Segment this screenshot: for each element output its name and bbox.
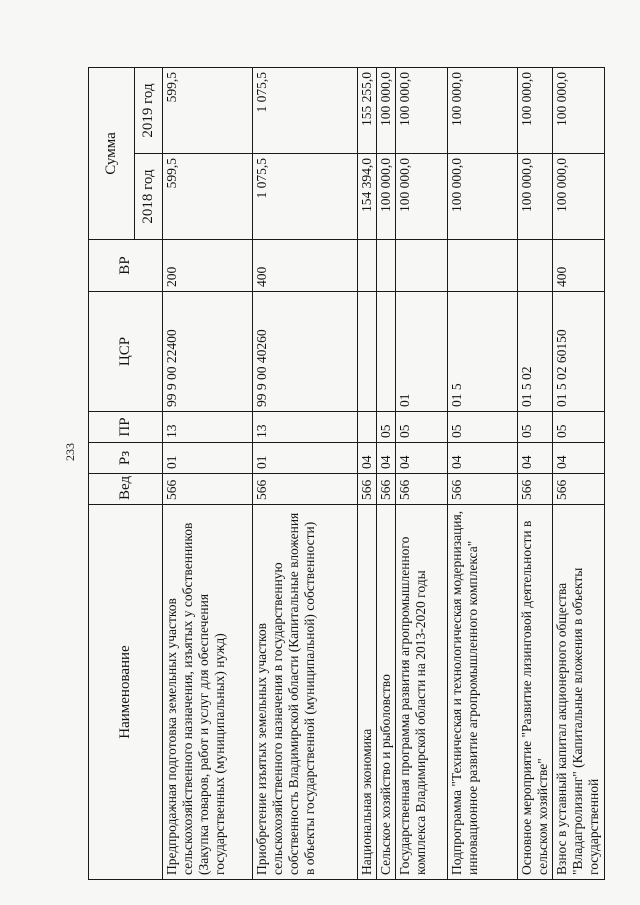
row-2019: 155 255,0 [358, 67, 377, 153]
row-rz: 04 [376, 443, 395, 474]
row-rz: 04 [517, 443, 552, 474]
row-2018: 599,5 [163, 154, 253, 240]
table-row [163, 67, 253, 879]
row-csr: 99 9 00 40260 [253, 292, 358, 412]
row-csr [358, 292, 377, 412]
row-name: Подпрограмма "Техническая и технологическая модернизация, инновационное развитие агропромышленного комплекса" [447, 505, 517, 880]
row-ved: 566 [447, 474, 517, 505]
row-csr: 99 9 00 22400 [163, 292, 253, 412]
row-2018: 100 000,0 [376, 154, 395, 240]
row-vr: 400 [253, 240, 358, 292]
row-2019: 100 000,0 [376, 67, 395, 153]
row-ved: 566 [376, 474, 395, 505]
row-2018: 100 000,0 [395, 154, 447, 240]
row-ved: 566 [395, 474, 447, 505]
row-2018: 100 000,0 [517, 154, 552, 240]
row-rz: 04 [358, 443, 377, 474]
row-csr: 01 5 02 60150 [552, 292, 604, 412]
row-2018: 100 000,0 [552, 154, 604, 240]
row-vr [358, 240, 377, 292]
row-pr: 05 [517, 412, 552, 443]
row-pr: 05 [447, 412, 517, 443]
row-rz: 01 [163, 443, 253, 474]
row-name: Взнос в уставный капитал акционерного общества "Владагролизинг" (Капитальные вложения в объекты государственной [552, 505, 604, 880]
rotated-table-container [88, 68, 601, 880]
row-pr: 13 [163, 412, 253, 443]
row-pr: 05 [376, 412, 395, 443]
row-rz: 04 [447, 443, 517, 474]
table-row [395, 67, 447, 879]
table-row [253, 67, 358, 879]
header-csr: ЦСР [89, 292, 163, 412]
row-vr [376, 240, 395, 292]
row-2019: 599,5 [163, 67, 253, 153]
header-rz: Рз [89, 443, 163, 474]
row-name: Предпродажная подготовка земельных участков сельскохозяйственного назначения, изъятых у собственников (Закупка товаров, работ и услуг для обеспечения государственных (муниципальных) нужд) [163, 505, 253, 880]
table-row [447, 67, 517, 879]
row-2018: 100 000,0 [447, 154, 517, 240]
table-row [517, 67, 552, 879]
row-rz: 01 [253, 443, 358, 474]
row-pr: 05 [552, 412, 604, 443]
row-pr [358, 412, 377, 443]
row-vr [447, 240, 517, 292]
row-ved: 566 [552, 474, 604, 505]
row-2018: 154 394,0 [358, 154, 377, 240]
row-2018: 1 075,5 [253, 154, 358, 240]
row-2019: 100 000,0 [517, 67, 552, 153]
table-row [552, 67, 604, 879]
row-name: Государственная программа развития агропромышленного комплекса Владимирской области на 2013-2020 годы [395, 505, 447, 880]
header-pr: ПР [89, 412, 163, 443]
row-2019: 100 000,0 [447, 67, 517, 153]
row-vr: 200 [163, 240, 253, 292]
row-csr: 01 5 02 [517, 292, 552, 412]
row-2019: 100 000,0 [552, 67, 604, 153]
header-2019: 2019 год [135, 67, 163, 153]
row-ved: 566 [253, 474, 358, 505]
row-2019: 1 075,5 [253, 67, 358, 153]
row-csr: 01 [395, 292, 447, 412]
row-pr: 13 [253, 412, 358, 443]
row-name: Основное мероприятие "Развитие лизинговой деятельности в сельском хозяйстве" [517, 505, 552, 880]
row-csr: 01 5 [447, 292, 517, 412]
header-2018: 2018 год [135, 154, 163, 240]
header-sum: Сумма [89, 67, 135, 239]
header-vr: ВР [89, 240, 163, 292]
row-vr [517, 240, 552, 292]
table-row [358, 67, 377, 879]
row-2019: 100 000,0 [395, 67, 447, 153]
row-vr: 400 [552, 240, 604, 292]
budget-table [88, 67, 605, 880]
row-name: Приобретение изъятых земельных участков сельскохозяйственного назначения в государственную собственность Владимирской области (Капитальные вложения в объекты государственной (муниципальной) собственности) [253, 505, 358, 880]
header-name: Наименование [89, 505, 163, 880]
row-ved: 566 [163, 474, 253, 505]
row-pr: 05 [395, 412, 447, 443]
row-csr [376, 292, 395, 412]
row-name: Сельское хозяйство и рыболовство [376, 505, 395, 880]
header-ved: Вед [89, 474, 163, 505]
row-ved: 566 [358, 474, 377, 505]
table-row [376, 67, 395, 879]
row-name: Национальная экономика [358, 505, 377, 880]
row-vr [395, 240, 447, 292]
row-ved: 566 [517, 474, 552, 505]
page-number: 233 [63, 443, 77, 461]
row-rz: 04 [395, 443, 447, 474]
row-rz: 04 [552, 443, 604, 474]
